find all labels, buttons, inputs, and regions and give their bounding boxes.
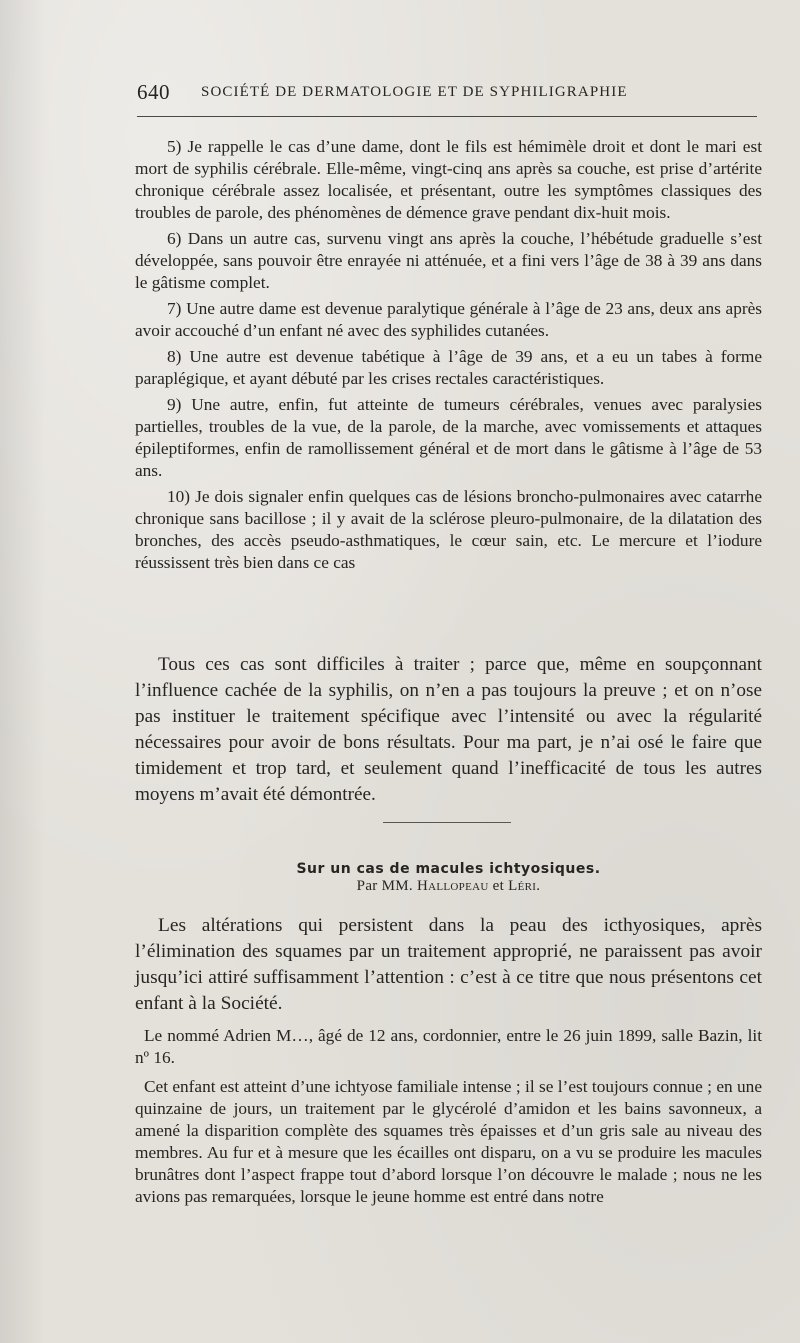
case-paragraph-10: 10) Je dois signaler enfin quelques cas de lésions broncho-pulmonaires avec catarrhe chronique sans bacillose ; il y avait de la sclérose pleuro-pulmonaire, de la dilatation des bronches, des accès pseudo-asthmatiques, le cœur sain, etc. Le mercure et l’iodure réussissent très bien dans ce cas <box>135 487 762 572</box>
article-body <box>135 1025 762 1215</box>
article-authors <box>135 878 762 895</box>
page-header <box>137 80 757 104</box>
running-title: SOCIÉTÉ DE DERMATOLOGIE ET DE SYPHILIGRAPHIE <box>201 84 628 100</box>
case-paragraph-5: 5) Je rappelle le cas d’une dame, dont le fils est hémimèle droit et dont le mari est mort de syphilis cérébrale. Elle-même, vingt-cinq ans après sa couche, est prise d’artérite chronique cérébrale assez localisée, et présentant, outre les symptômes classiques des troubles de parole, des phénomènes de démence grave pendant dix-huit mois. <box>135 137 762 222</box>
intro-paragraph: Les altérations qui persistent dans la peau des icthyosiques, après l’élimination des squames par un traitement approprié, ne paraissent pas avoir jusqu’ici attiré suffisamment l’attention : c’est à ce titre que nous présentons cet enfant à la Société. <box>135 915 762 1014</box>
body-paragraph-description: Cet enfant est atteint d’une ichtyose familiale intense ; il se l’est toujours connue ; en une quinzaine de jours, un traitement par le glycérolé d’amidon et les bains savonneux, a amené la disparition complète des squames très épaisses et d’un gris sale au niveau des membres. Au fur et à mesure que les écailles ont disparu, on a vu se produire les macules brunâtres dont l’aspect frappe tout d’abord lorsque l’on découvre le malade ; nous ne les avions pas remarquées, lorsque le jeune homme est entré dans notre <box>135 1077 762 1206</box>
case-paragraph-9: 9) Une autre, enfin, fut atteinte de tumeurs cérébrales, venues avec paralysies partielles, troubles de la vue, de la parole, de la marche, avec vomissements et attaques épileptiformes, enfin de ramollissement général et de mort dans le gâtisme à l’âge de 53 ans. <box>135 395 762 480</box>
header-rule <box>137 116 757 117</box>
authors-conjunction: et <box>492 878 505 894</box>
article-title: Sur un cas de macules ichtyosiques. <box>296 860 601 877</box>
page-number: 640 <box>137 80 170 104</box>
authors-prefix: Par MM. <box>356 878 413 894</box>
case-paragraph-6: 6) Dans un autre cas, survenu vingt ans après la couche, l’hébétude graduelle s’est développée, sans pouvoir être enrayée ni atténuée, et a fini vers l’âge de 38 à 39 ans dans le gâtisme complet. <box>135 229 762 292</box>
case-list <box>135 136 762 578</box>
case-paragraph-7: 7) Une autre dame est devenue paralytique générale à l’âge de 23 ans, deux ans après avoir accouché d’un enfant né avec des syphilides cutanées. <box>135 299 762 340</box>
conclusion-section <box>135 652 762 808</box>
page-gutter-shadow <box>0 0 46 1343</box>
author-hallopeau: Hallopeau <box>417 878 489 894</box>
body-paragraph-patient: Le nommé Adrien M…, âgé de 12 ans, cordonnier, entre le 26 juin 1899, salle Bazin, lit nº 16. <box>135 1026 762 1067</box>
article-intro <box>135 913 762 1017</box>
section-divider <box>383 822 511 823</box>
author-leri: Léri. <box>508 878 541 894</box>
conclusion-paragraph: Tous ces cas sont difficiles à traiter ; parce que, même en soupçonnant l’influence cachée de la syphilis, on n’en a pas toujours la preuve ; et on n’ose pas instituer le traitement spécifique avec l’intensité ou avec la régularité nécessaires pour avoir de bons résultats. Pour ma part, je n’ai osé le faire que timidement et trop tard, et seulement quand l’inefficacité de tous les autres moyens m’avait été démontrée. <box>135 654 762 805</box>
case-paragraph-8: 8) Une autre est devenue tabétique à l’âge de 39 ans, et a eu un tabes à forme paraplégique, et ayant débuté par les crises rectales caractéristiques. <box>135 347 762 388</box>
